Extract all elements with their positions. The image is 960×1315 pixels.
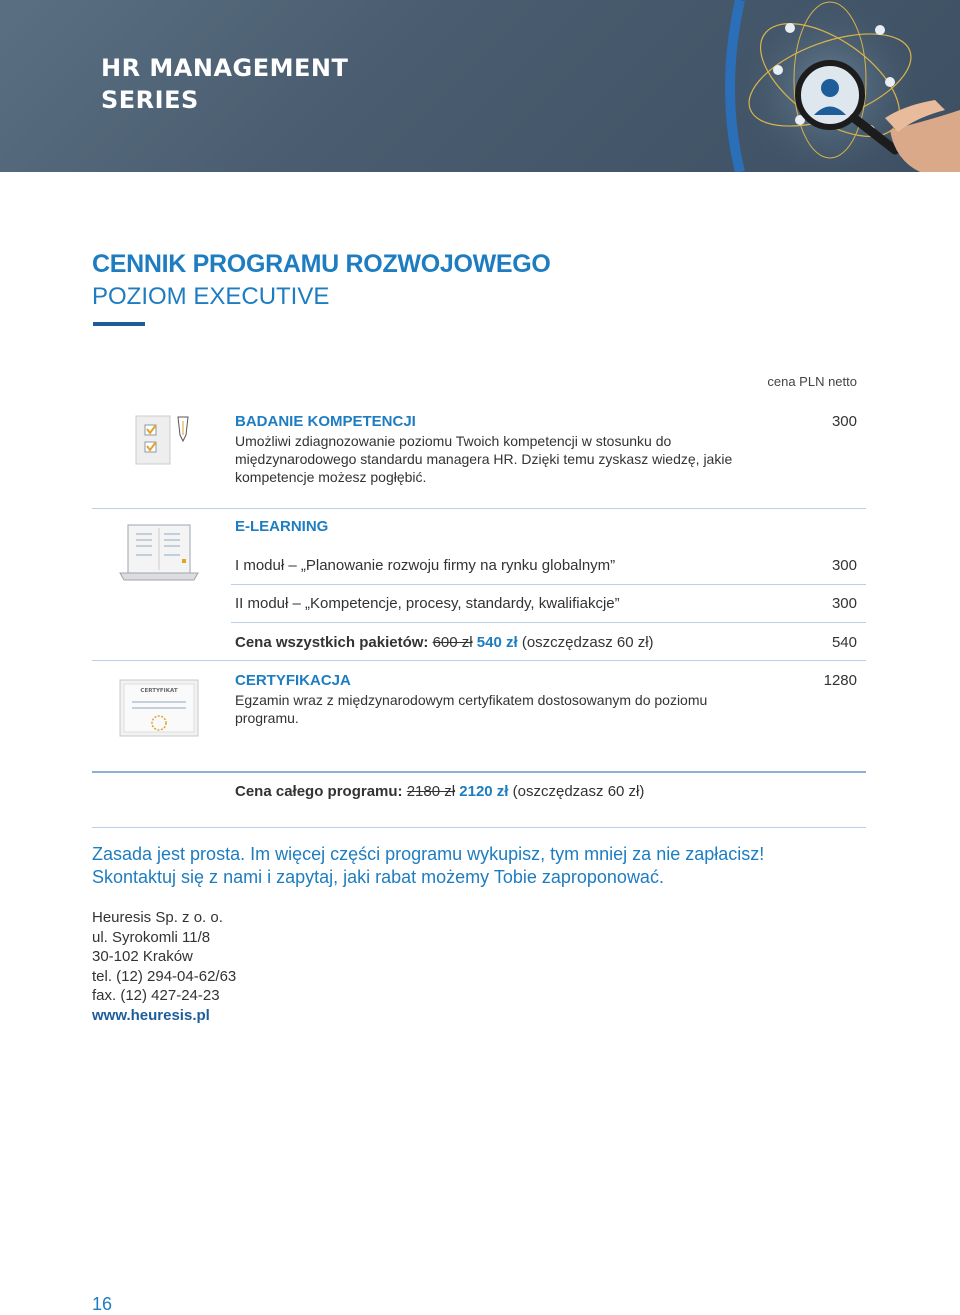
promo-line1: Zasada jest prosta. Im więcej części programu wykupisz, tym mniej za nie zapłacisz! xyxy=(92,844,765,864)
certification-title: CERTYFIKACJA xyxy=(235,672,351,689)
certification-description: Egzamin wraz z międzynarodowym certyfikatem dostosowanym do poziomu programu. xyxy=(235,692,708,726)
total-new-price: 2120 zł xyxy=(459,783,509,800)
elearning-module1-price: 300 xyxy=(831,557,857,574)
divider xyxy=(231,584,866,585)
company-name: Heuresis Sp. z o. o. xyxy=(92,909,223,926)
total-price-row xyxy=(235,783,644,800)
competence-description: Umożliwi zdiagnozowanie poziomu Twoich kompetencji w stosunku do międzynarodowego standardu managera HR. Dzięki temu zyskasz wiedzę, jakie kompetencje możesz pogłębić. xyxy=(235,433,733,485)
header-banner xyxy=(0,0,960,172)
total-savings: (oszczędzasz 60 zł) xyxy=(512,783,645,800)
phone-number: tel. (12) 294-04-62/63 xyxy=(92,967,237,985)
street-address: ul. Syrokomli 11/8 xyxy=(92,928,211,946)
contact-block xyxy=(92,908,236,1025)
series-title-line2: SERIES xyxy=(101,86,199,114)
page-subtitle: POZIOM EXECUTIVE xyxy=(92,283,330,310)
divider xyxy=(92,508,866,509)
bundle-new-price: 540 zł xyxy=(476,634,518,651)
series-title xyxy=(101,52,348,116)
page-number: 16 xyxy=(92,1294,113,1314)
elearning-title: E-LEARNING xyxy=(235,518,329,535)
promo-text xyxy=(92,843,764,889)
divider xyxy=(92,660,866,661)
divider xyxy=(92,827,866,828)
bundle-savings: (oszczędzasz 60 zł) xyxy=(521,634,654,651)
title-underline xyxy=(93,322,145,326)
series-title-line1: HR MANAGEMENT xyxy=(101,54,349,82)
elearning-module1: I moduł – „Planowanie rozwoju firmy na rynku globalnym” xyxy=(235,557,616,574)
total-old-price: 2180 zł xyxy=(406,783,456,800)
elearning-bundle-price: 540 xyxy=(831,634,857,651)
currency-note: cena PLN netto xyxy=(767,374,857,389)
competence-price: 300 xyxy=(831,413,857,430)
city-address: 30-102 Kraków xyxy=(92,948,193,965)
laptop-icon xyxy=(118,522,200,584)
magnifier-network-image xyxy=(720,0,960,172)
elearning-bundle xyxy=(235,634,654,651)
elearning-module2-price: 300 xyxy=(831,595,857,612)
competence-title: BADANIE KOMPETENCJI xyxy=(235,413,416,430)
fax-number: fax. (12) 427-24-23 xyxy=(92,987,220,1004)
bundle-old-price: 600 zł xyxy=(432,634,473,651)
certificate-caption: CERTYFIKAT xyxy=(140,688,178,694)
page-title: CENNIK PROGRAMU ROZWOJOWEGO xyxy=(92,250,551,278)
checklist-pen-icon xyxy=(132,413,198,467)
elearning-module2: II moduł – „Kompetencje, procesy, standardy, kwalifiakcje” xyxy=(235,595,620,612)
certification-price: 1280 xyxy=(823,672,857,689)
divider xyxy=(92,771,866,773)
bundle-label: Cena wszystkich pakietów: xyxy=(235,634,429,651)
certificate-icon xyxy=(118,678,200,738)
website-link[interactable]: www.heuresis.pl xyxy=(92,1006,210,1024)
total-label: Cena całego programu: xyxy=(235,783,403,800)
divider xyxy=(231,622,866,623)
promo-line2: Skontaktuj się z nami i zapytaj, jaki rabat możemy Tobie zaproponować. xyxy=(92,867,664,887)
